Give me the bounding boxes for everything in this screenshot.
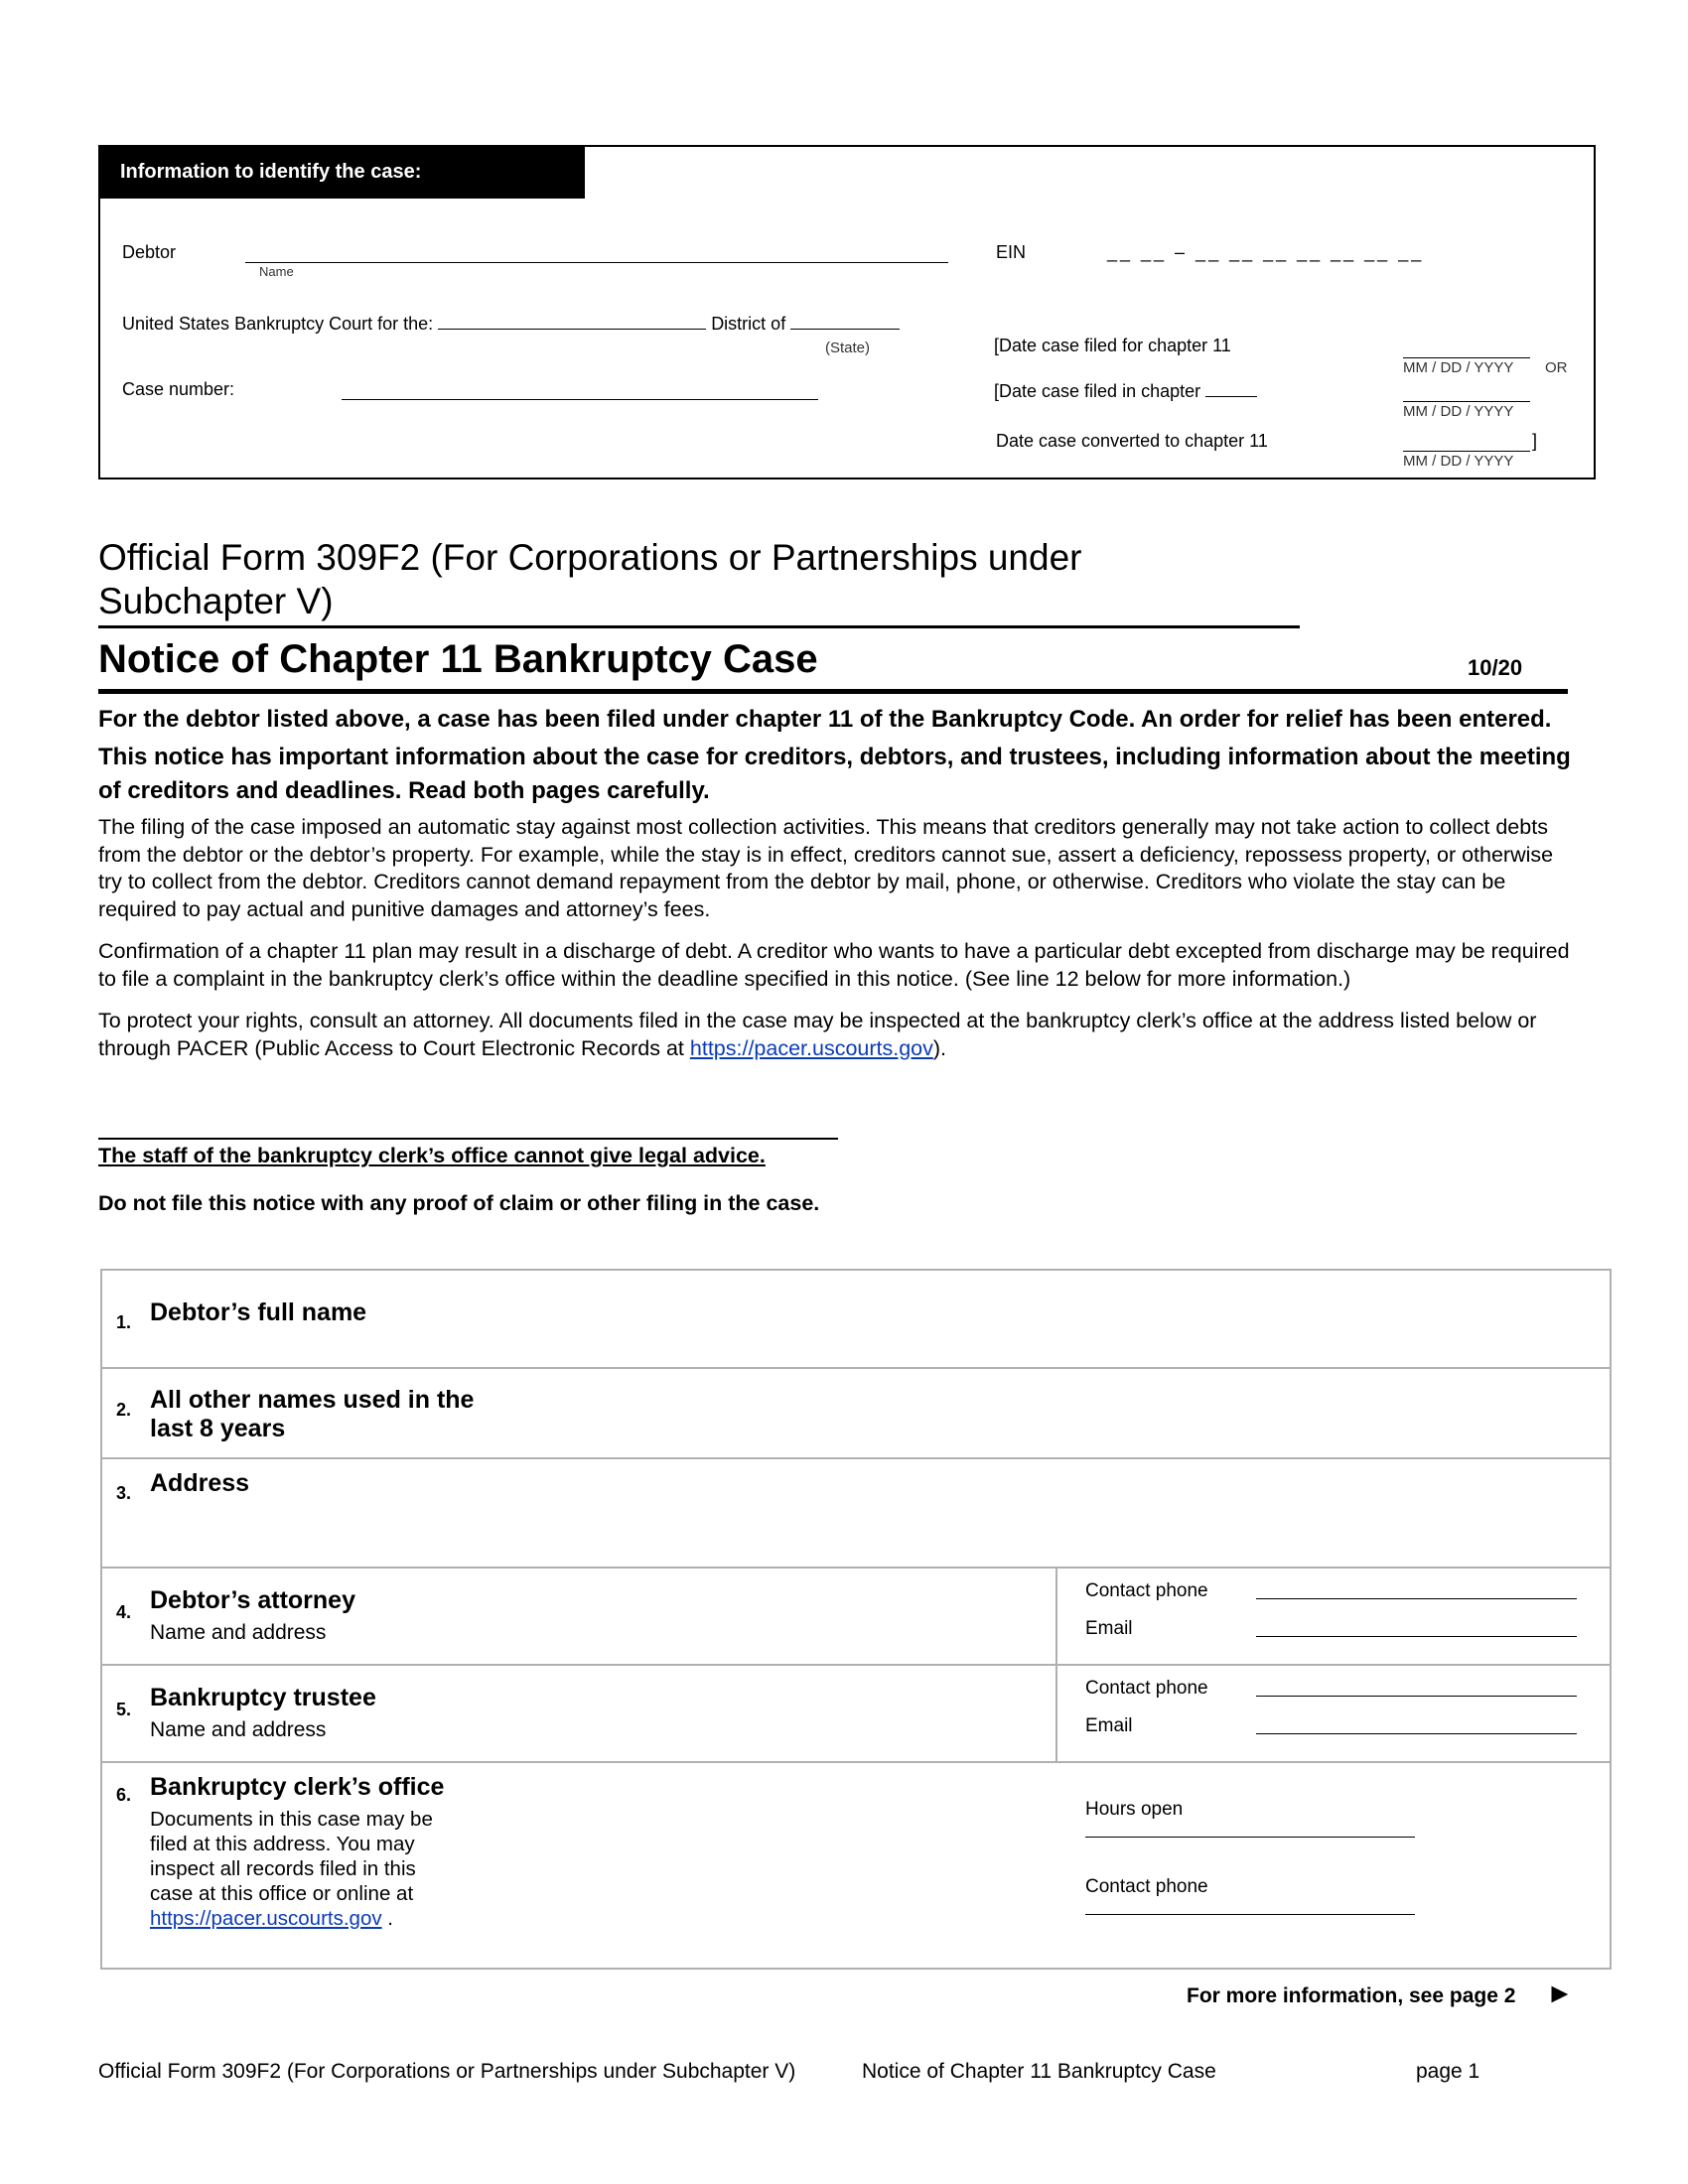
row-4-email-label: Email	[1085, 1618, 1133, 1639]
district-line[interactable]	[790, 329, 900, 330]
date-filed-ch11-label: [Date case filed for chapter 11	[994, 336, 1231, 355]
row-4-divider	[102, 1567, 1610, 1569]
row-6-contact-phone-label: Contact phone	[1085, 1876, 1208, 1897]
row-5-contact-phone-label: Contact phone	[1085, 1678, 1208, 1699]
row-6-hours-open-line[interactable]	[1085, 1837, 1415, 1838]
chapter-number-line[interactable]	[1205, 396, 1257, 397]
row-4-column-divider	[1055, 1567, 1057, 1664]
form-revision: 10/20	[1468, 655, 1523, 680]
row-5-email-line[interactable]	[1256, 1733, 1577, 1734]
date-filed-ch-line[interactable]	[1403, 401, 1530, 402]
row-2-divider	[102, 1367, 1610, 1369]
ein-label: EIN	[996, 242, 1027, 262]
date-filed-ch-text: [Date case filed in chapter	[994, 381, 1201, 401]
row-4-contact-phone-label: Contact phone	[1085, 1580, 1208, 1601]
ein-blanks[interactable]: __ __ – __ __ __ __ __ __ __	[1107, 242, 1425, 262]
row-5-email-label: Email	[1085, 1715, 1133, 1736]
row-4-email-line[interactable]	[1256, 1636, 1577, 1637]
date-converted-line[interactable]	[1403, 451, 1530, 452]
row-2-title-line2: last 8 years	[150, 1415, 286, 1442]
para-3-prefix: To protect your rights, consult an attorney. All documents filed in the case may be inspected at the bankruptcy clerk’s office at the address listed below or through PACER (Public Access to Court Electronic Records at	[98, 1009, 1537, 1060]
row-1-number: 1.	[116, 1312, 132, 1332]
case-number-line[interactable]	[342, 399, 818, 400]
row-6-desc-line-4: case at this office or online at	[150, 1882, 414, 1905]
intro-para-3	[98, 1008, 1578, 1062]
row-5-number: 5.	[116, 1700, 132, 1719]
row-6-desc-line-2: filed at this address. You may	[150, 1833, 415, 1855]
row-6-contact-phone-line[interactable]	[1085, 1914, 1415, 1915]
official-form-title	[98, 536, 1082, 623]
debtor-label: Debtor	[122, 242, 177, 262]
row-6-hours-open-label: Hours open	[1085, 1799, 1184, 1820]
row-4-title: Debtor’s attorney	[150, 1586, 355, 1614]
footer-notice-name: Notice of Chapter 11 Bankruptcy Case	[862, 2060, 1216, 2083]
notice-title: Notice of Chapter 11 Bankruptcy Case	[98, 637, 818, 681]
intro-bold-1: For the debtor listed above, a case has been filed under chapter 11 of the Bankruptcy Code. An order for relief has been entered.	[98, 706, 1552, 733]
intro-para-1: The filing of the case imposed an automatic stay against most collection activities. This means that creditors generally may not take action to collect debts from the debtor or the debtor’s property. For example, while the stay is in effect, creditors cannot sue, assert a deficiency, repossess property, or otherwise try to collect from the debtor. Creditors cannot demand repayment from the debtor by mail, phone, or otherwise. Creditors who violate the stay can be required to pay actual and punitive damages and attorney’s fees.	[98, 815, 1554, 921]
official-title-line1: Official Form 309F2 (For Corporations or Partnerships under	[98, 537, 1082, 578]
row-4-subtitle: Name and address	[150, 1621, 327, 1644]
or-text: OR	[1545, 359, 1568, 376]
row-5-contact-phone-line[interactable]	[1256, 1696, 1577, 1697]
date-format-1: MM / DD / YYYY	[1403, 359, 1514, 376]
staff-notice: The staff of the bankruptcy clerk’s office cannot give legal advice.	[98, 1144, 766, 1167]
row-2-title	[150, 1386, 474, 1443]
footer-form-name: Official Form 309F2 (For Corporations or Partnerships under Subchapter V)	[98, 2060, 796, 2083]
court-state-line[interactable]	[438, 329, 706, 330]
staff-notice-rule	[98, 1138, 838, 1140]
row-4-number: 4.	[116, 1602, 132, 1622]
row-6-desc-line-1: Documents in this case may be	[150, 1808, 433, 1831]
court-label-text: United States Bankruptcy Court for the:	[122, 314, 434, 334]
row-6-number: 6.	[116, 1785, 132, 1805]
bracket-close: ]	[1532, 431, 1538, 451]
row-6-desc-line-5	[150, 1906, 433, 1931]
pacer-link[interactable]: https://pacer.uscourts.gov	[689, 1035, 933, 1060]
district-label: District of	[711, 314, 786, 334]
row-4-contact-phone-line[interactable]	[1256, 1598, 1577, 1599]
intro-bold-2: This notice has important information about the case for creditors, debtors, and trustees, including information about the meeting of creditors and deadlines. Read both pages carefully.	[98, 744, 1571, 804]
row-3-title: Address	[150, 1469, 250, 1497]
row-6-desc-line-3: inspect all records filed in this	[150, 1857, 416, 1880]
intro-section	[98, 703, 1578, 1062]
date-format-3: MM / DD / YYYY	[1403, 453, 1514, 470]
date-filed-ch11-line[interactable]	[1403, 357, 1530, 358]
row-5-subtitle: Name and address	[150, 1718, 327, 1741]
state-caption: (State)	[825, 340, 871, 356]
notice-title-rule	[98, 689, 1568, 694]
info-table	[100, 1269, 1612, 1970]
row-6-title: Bankruptcy clerk’s office	[150, 1773, 445, 1801]
para-3-suffix: ).	[932, 1035, 947, 1060]
name-caption: Name	[259, 264, 294, 279]
row-6-pacer-link[interactable]: https://pacer.uscourts.gov	[150, 1907, 382, 1930]
more-info-text: For more information, see page 2	[1187, 1984, 1516, 2007]
title-rule	[98, 625, 1300, 628]
date-filed-ch-label	[994, 381, 1257, 402]
footer-page-number: page 1	[1416, 2060, 1480, 2083]
row-2-title-line1: All other names used in the	[150, 1386, 475, 1414]
case-info-box	[98, 145, 1596, 479]
row-2-number: 2.	[116, 1400, 132, 1420]
case-number-label: Case number:	[122, 379, 235, 399]
row-1-title: Debtor’s full name	[150, 1298, 367, 1326]
date-format-2: MM / DD / YYYY	[1403, 403, 1514, 420]
row-3-number: 3.	[116, 1483, 132, 1503]
row-3-divider	[102, 1457, 1610, 1459]
official-title-line2: Subchapter V)	[98, 581, 334, 621]
intro-para-2: Confirmation of a chapter 11 plan may result in a discharge of debt. A creditor who wants to have a particular debt excepted from discharge may be required to file a complaint in the bankruptcy clerk’s office within the deadline specified in this notice. (See line 12 below for more information.)	[98, 939, 1570, 991]
row-6-description	[150, 1807, 433, 1931]
row-6-url-suffix: .	[381, 1907, 394, 1930]
row-6-divider	[102, 1761, 1610, 1763]
case-info-tab-label: Information to identify the case:	[120, 161, 422, 183]
next-page-arrow-icon[interactable]: ►	[1546, 1978, 1574, 2008]
court-label	[122, 314, 900, 335]
do-not-file-notice: Do not file this notice with any proof of claim or other filing in the case.	[98, 1191, 820, 1215]
row-5-title: Bankruptcy trustee	[150, 1684, 376, 1711]
row-5-divider	[102, 1664, 1610, 1666]
row-5-column-divider	[1055, 1664, 1057, 1761]
date-converted-label: Date case converted to chapter 11	[996, 431, 1268, 451]
debtor-name-line[interactable]	[245, 262, 948, 263]
